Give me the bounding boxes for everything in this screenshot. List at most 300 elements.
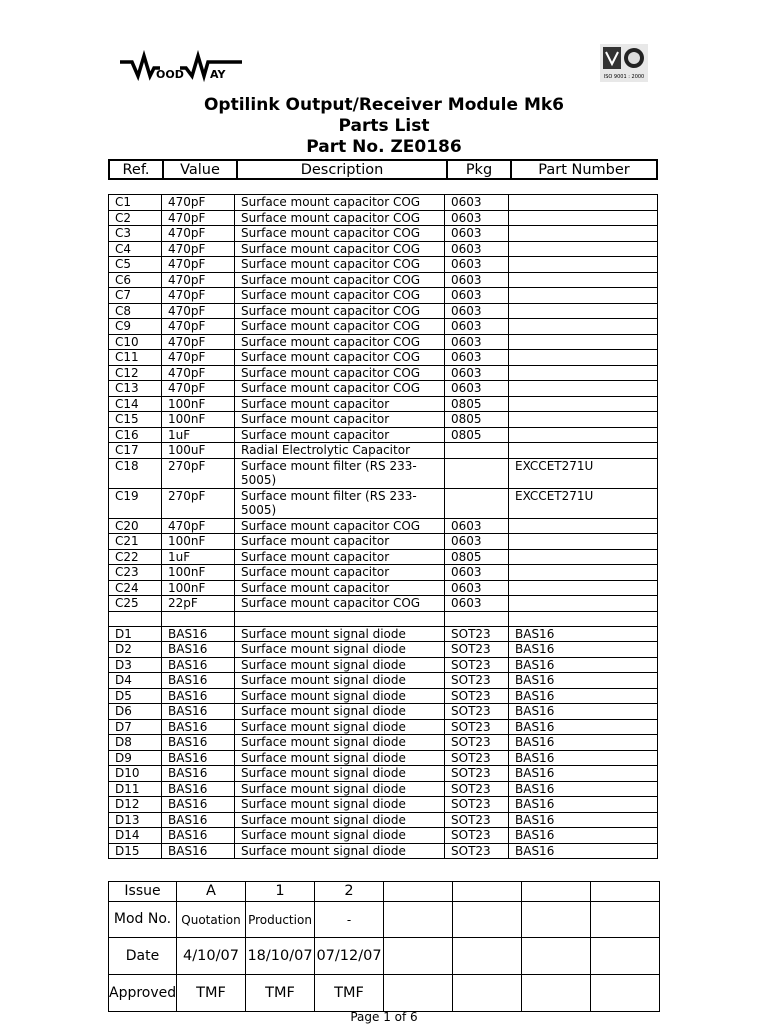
page-footer: Page 1 of 6 — [350, 1010, 418, 1024]
parts-row — [109, 611, 658, 626]
part-value: 470pF — [162, 195, 235, 211]
part-value: BAS16 — [162, 797, 235, 813]
part-ref: D12 — [109, 797, 162, 813]
empty-cell — [522, 975, 591, 1012]
part-description: Surface mount capacitor — [235, 565, 445, 581]
part-ref: C15 — [109, 412, 162, 428]
part-description: Surface mount capacitor COG — [235, 596, 445, 612]
part-value: BAS16 — [162, 828, 235, 844]
part-number — [509, 412, 658, 428]
date-cell: 4/10/07 — [177, 938, 246, 975]
part-pkg: SOT23 — [445, 657, 509, 673]
approved-cell: TMF — [246, 975, 315, 1012]
part-ref: C14 — [109, 396, 162, 412]
part-number: BAS16 — [509, 704, 658, 720]
part-description: Surface mount capacitor COG — [235, 210, 445, 226]
part-number — [509, 350, 658, 366]
part-ref: D8 — [109, 735, 162, 751]
parts-row — [109, 458, 658, 488]
part-pkg: 0805 — [445, 412, 509, 428]
parts-row — [109, 272, 658, 288]
part-pkg — [445, 443, 509, 459]
part-number — [509, 443, 658, 459]
part-description: Surface mount signal diode — [235, 828, 445, 844]
part-pkg: 0603 — [445, 241, 509, 257]
part-pkg: SOT23 — [445, 642, 509, 658]
parts-row — [109, 766, 658, 782]
part-description: Surface mount signal diode — [235, 642, 445, 658]
part-number — [509, 549, 658, 565]
svg-text:AY: AY — [210, 68, 226, 81]
part-description: Surface mount capacitor — [235, 427, 445, 443]
parts-row — [109, 288, 658, 304]
part-description: Surface mount signal diode — [235, 750, 445, 766]
part-ref: D2 — [109, 642, 162, 658]
parts-row — [109, 565, 658, 581]
part-ref: C4 — [109, 241, 162, 257]
part-pkg: SOT23 — [445, 766, 509, 782]
part-description — [235, 611, 445, 626]
part-pkg: SOT23 — [445, 673, 509, 689]
part-number — [509, 365, 658, 381]
part-ref: D4 — [109, 673, 162, 689]
parts-row — [109, 303, 658, 319]
part-ref: D9 — [109, 750, 162, 766]
part-number — [509, 272, 658, 288]
part-number: EXCCET271U — [509, 458, 658, 488]
part-number: BAS16 — [509, 626, 658, 642]
part-number: BAS16 — [509, 657, 658, 673]
part-ref: C20 — [109, 518, 162, 534]
parts-row — [109, 642, 658, 658]
part-ref: D5 — [109, 688, 162, 704]
part-description: Surface mount filter (RS 233-5005) — [235, 488, 445, 518]
part-description: Surface mount capacitor — [235, 396, 445, 412]
part-description: Surface mount capacitor COG — [235, 257, 445, 273]
parts-row — [109, 828, 658, 844]
part-number — [509, 518, 658, 534]
col-header-value: Value — [163, 160, 237, 179]
part-value: BAS16 — [162, 642, 235, 658]
part-description: Surface mount signal diode — [235, 812, 445, 828]
part-pkg: 0603 — [445, 303, 509, 319]
woodway-logo — [118, 48, 244, 88]
date-cell: 07/12/07 — [315, 938, 384, 975]
empty-cell — [453, 975, 522, 1012]
part-description: Surface mount filter (RS 233-5005) — [235, 458, 445, 488]
part-value: 100nF — [162, 534, 235, 550]
part-description: Surface mount capacitor COG — [235, 365, 445, 381]
issue-history-table — [108, 881, 660, 1012]
part-value: 22pF — [162, 596, 235, 612]
part-description: Surface mount capacitor COG — [235, 319, 445, 335]
part-description: Surface mount signal diode — [235, 797, 445, 813]
mod-row — [109, 902, 660, 938]
part-number — [509, 396, 658, 412]
part-value: 470pF — [162, 350, 235, 366]
part-description: Surface mount capacitor COG — [235, 303, 445, 319]
part-description: Surface mount capacitor COG — [235, 381, 445, 397]
mod-label: Mod No. — [109, 902, 177, 938]
issue-cell: 1 — [246, 882, 315, 902]
part-ref: C9 — [109, 319, 162, 335]
part-number — [509, 534, 658, 550]
parts-row — [109, 673, 658, 689]
iso-badge-text: ISO 9001 : 2000 — [603, 74, 645, 80]
part-value: BAS16 — [162, 688, 235, 704]
part-ref: C16 — [109, 427, 162, 443]
part-number: BAS16 — [509, 812, 658, 828]
part-ref: C13 — [109, 381, 162, 397]
part-pkg: SOT23 — [445, 843, 509, 859]
part-number — [509, 288, 658, 304]
part-value: BAS16 — [162, 750, 235, 766]
part-pkg: 0805 — [445, 427, 509, 443]
part-value: 470pF — [162, 319, 235, 335]
part-ref: D7 — [109, 719, 162, 735]
parts-row — [109, 549, 658, 565]
parts-row — [109, 688, 658, 704]
part-number — [509, 381, 658, 397]
approved-label: Approved — [109, 975, 177, 1012]
part-value: BAS16 — [162, 719, 235, 735]
part-description: Surface mount capacitor COG — [235, 288, 445, 304]
part-pkg: 0805 — [445, 396, 509, 412]
approved-cell: TMF — [177, 975, 246, 1012]
part-number: BAS16 — [509, 843, 658, 859]
part-pkg: 0603 — [445, 334, 509, 350]
col-header-description: Description — [237, 160, 447, 179]
part-value: 470pF — [162, 334, 235, 350]
part-number: EXCCET271U — [509, 488, 658, 518]
part-pkg: 0603 — [445, 288, 509, 304]
part-ref: C17 — [109, 443, 162, 459]
parts-row — [109, 626, 658, 642]
col-header-part-number: Part Number — [511, 160, 657, 179]
parts-row — [109, 396, 658, 412]
part-number: BAS16 — [509, 673, 658, 689]
empty-cell — [453, 882, 522, 902]
part-description: Surface mount capacitor — [235, 580, 445, 596]
part-pkg: SOT23 — [445, 719, 509, 735]
column-header-table — [108, 159, 658, 180]
part-value: BAS16 — [162, 735, 235, 751]
empty-cell — [453, 902, 522, 938]
part-description: Surface mount signal diode — [235, 735, 445, 751]
parts-row — [109, 488, 658, 518]
part-value: BAS16 — [162, 781, 235, 797]
part-value: 470pF — [162, 210, 235, 226]
part-pkg: 0603 — [445, 226, 509, 242]
mod-cell: Production — [246, 902, 315, 938]
part-number — [509, 427, 658, 443]
part-ref — [109, 611, 162, 626]
part-ref: C8 — [109, 303, 162, 319]
part-value: 100nF — [162, 580, 235, 596]
parts-row — [109, 412, 658, 428]
parts-row — [109, 427, 658, 443]
part-ref: C22 — [109, 549, 162, 565]
part-description: Surface mount signal diode — [235, 657, 445, 673]
part-pkg: SOT23 — [445, 688, 509, 704]
part-value: BAS16 — [162, 657, 235, 673]
part-ref: C21 — [109, 534, 162, 550]
part-pkg: SOT23 — [445, 781, 509, 797]
part-number — [509, 210, 658, 226]
empty-cell — [522, 902, 591, 938]
empty-cell — [591, 938, 660, 975]
part-number — [509, 303, 658, 319]
title-line-2: Parts List — [338, 116, 430, 136]
part-ref: C11 — [109, 350, 162, 366]
part-description: Surface mount signal diode — [235, 626, 445, 642]
empty-cell — [384, 975, 453, 1012]
part-value: 100nF — [162, 396, 235, 412]
part-value: BAS16 — [162, 843, 235, 859]
parts-row — [109, 443, 658, 459]
part-number: BAS16 — [509, 642, 658, 658]
part-ref: C7 — [109, 288, 162, 304]
part-pkg: 0603 — [445, 272, 509, 288]
date-label: Date — [109, 938, 177, 975]
part-value: 470pF — [162, 381, 235, 397]
parts-row — [109, 319, 658, 335]
part-description: Surface mount capacitor — [235, 534, 445, 550]
part-pkg: SOT23 — [445, 812, 509, 828]
empty-cell — [522, 882, 591, 902]
part-value: 470pF — [162, 288, 235, 304]
part-description: Surface mount signal diode — [235, 704, 445, 720]
part-value: 270pF — [162, 458, 235, 488]
parts-row — [109, 381, 658, 397]
part-pkg: SOT23 — [445, 828, 509, 844]
parts-row — [109, 257, 658, 273]
part-number: BAS16 — [509, 797, 658, 813]
empty-cell — [522, 938, 591, 975]
part-value: 470pF — [162, 518, 235, 534]
part-pkg — [445, 458, 509, 488]
part-description: Surface mount capacitor COG — [235, 334, 445, 350]
parts-row — [109, 657, 658, 673]
title-line-3: Part No. ZE0186 — [306, 137, 462, 157]
part-ref: C18 — [109, 458, 162, 488]
part-ref: C24 — [109, 580, 162, 596]
mod-cell: Quotation — [177, 902, 246, 938]
empty-cell — [591, 975, 660, 1012]
part-description: Surface mount capacitor COG — [235, 226, 445, 242]
part-pkg: SOT23 — [445, 797, 509, 813]
part-pkg — [445, 488, 509, 518]
part-ref: D13 — [109, 812, 162, 828]
parts-table — [108, 194, 658, 859]
part-description: Radial Electrolytic Capacitor — [235, 443, 445, 459]
col-header-ref: Ref. — [109, 160, 163, 179]
parts-row — [109, 241, 658, 257]
part-description: Surface mount signal diode — [235, 688, 445, 704]
part-description: Surface mount capacitor — [235, 412, 445, 428]
part-pkg: 0603 — [445, 580, 509, 596]
part-value: 470pF — [162, 226, 235, 242]
parts-row — [109, 704, 658, 720]
part-ref: D6 — [109, 704, 162, 720]
part-value: BAS16 — [162, 626, 235, 642]
part-description: Surface mount capacitor COG — [235, 195, 445, 211]
part-ref: C12 — [109, 365, 162, 381]
col-header-pkg: Pkg — [447, 160, 511, 179]
part-pkg: SOT23 — [445, 735, 509, 751]
parts-row — [109, 365, 658, 381]
part-pkg: 0603 — [445, 319, 509, 335]
part-ref: C2 — [109, 210, 162, 226]
title-line-1: Optilink Output/Receiver Module Mk6 — [203, 95, 564, 115]
part-number — [509, 611, 658, 626]
empty-cell — [384, 938, 453, 975]
part-pkg: 0603 — [445, 257, 509, 273]
part-ref: D3 — [109, 657, 162, 673]
part-number — [509, 565, 658, 581]
iso-certification-badge — [600, 44, 648, 82]
approved-cell: TMF — [315, 975, 384, 1012]
empty-cell — [384, 882, 453, 902]
part-ref: D1 — [109, 626, 162, 642]
part-value: 1uF — [162, 549, 235, 565]
parts-row — [109, 518, 658, 534]
part-pkg: 0603 — [445, 534, 509, 550]
part-number — [509, 319, 658, 335]
part-number: BAS16 — [509, 750, 658, 766]
part-number — [509, 257, 658, 273]
part-value: 470pF — [162, 241, 235, 257]
part-pkg: SOT23 — [445, 626, 509, 642]
part-value — [162, 611, 235, 626]
part-value: 470pF — [162, 303, 235, 319]
empty-cell — [384, 902, 453, 938]
part-description: Surface mount signal diode — [235, 673, 445, 689]
issue-cell: 2 — [315, 882, 384, 902]
part-value: BAS16 — [162, 704, 235, 720]
part-number — [509, 195, 658, 211]
part-ref: D11 — [109, 781, 162, 797]
part-pkg: 0603 — [445, 210, 509, 226]
part-description: Surface mount signal diode — [235, 766, 445, 782]
part-value: 1uF — [162, 427, 235, 443]
part-pkg: 0603 — [445, 518, 509, 534]
parts-row — [109, 797, 658, 813]
part-pkg: 0603 — [445, 195, 509, 211]
part-value: 100nF — [162, 412, 235, 428]
part-pkg: SOT23 — [445, 704, 509, 720]
part-number: BAS16 — [509, 828, 658, 844]
part-description: Surface mount capacitor COG — [235, 518, 445, 534]
part-value: 100uF — [162, 443, 235, 459]
part-pkg: 0603 — [445, 350, 509, 366]
empty-cell — [453, 938, 522, 975]
part-description: Surface mount capacitor COG — [235, 241, 445, 257]
date-cell: 18/10/07 — [246, 938, 315, 975]
part-description: Surface mount capacitor COG — [235, 272, 445, 288]
empty-cell — [591, 902, 660, 938]
parts-row — [109, 350, 658, 366]
part-pkg: 0805 — [445, 549, 509, 565]
parts-row — [109, 195, 658, 211]
part-number — [509, 580, 658, 596]
part-value: BAS16 — [162, 673, 235, 689]
part-value: 470pF — [162, 365, 235, 381]
part-value: 470pF — [162, 257, 235, 273]
parts-row — [109, 534, 658, 550]
part-value: BAS16 — [162, 812, 235, 828]
parts-row — [109, 735, 658, 751]
part-pkg: 0603 — [445, 596, 509, 612]
part-number: BAS16 — [509, 688, 658, 704]
part-number: BAS16 — [509, 781, 658, 797]
part-description: Surface mount signal diode — [235, 781, 445, 797]
part-ref: C6 — [109, 272, 162, 288]
mod-cell: - — [315, 902, 384, 938]
part-number — [509, 241, 658, 257]
part-ref: C5 — [109, 257, 162, 273]
part-number: BAS16 — [509, 735, 658, 751]
parts-row — [109, 843, 658, 859]
part-value: 270pF — [162, 488, 235, 518]
part-pkg — [445, 611, 509, 626]
date-row — [109, 938, 660, 975]
part-number: BAS16 — [509, 766, 658, 782]
part-value: 100nF — [162, 565, 235, 581]
part-description: Surface mount signal diode — [235, 719, 445, 735]
parts-row — [109, 580, 658, 596]
part-ref: C10 — [109, 334, 162, 350]
part-ref: C1 — [109, 195, 162, 211]
part-number — [509, 226, 658, 242]
issue-row — [109, 882, 660, 902]
part-ref: D15 — [109, 843, 162, 859]
parts-row — [109, 719, 658, 735]
part-ref: C19 — [109, 488, 162, 518]
part-value: BAS16 — [162, 766, 235, 782]
part-pkg: SOT23 — [445, 750, 509, 766]
part-description: Surface mount capacitor COG — [235, 350, 445, 366]
part-ref: D14 — [109, 828, 162, 844]
parts-row — [109, 812, 658, 828]
approved-row — [109, 975, 660, 1012]
svg-text:OOD: OOD — [156, 68, 184, 81]
part-description: Surface mount capacitor — [235, 549, 445, 565]
parts-row — [109, 210, 658, 226]
part-ref: D10 — [109, 766, 162, 782]
parts-row — [109, 596, 658, 612]
part-description: Surface mount signal diode — [235, 843, 445, 859]
part-ref: C25 — [109, 596, 162, 612]
part-number: BAS16 — [509, 719, 658, 735]
part-number — [509, 596, 658, 612]
part-pkg: 0603 — [445, 365, 509, 381]
issue-label: Issue — [109, 882, 177, 902]
part-number — [509, 334, 658, 350]
part-ref: C23 — [109, 565, 162, 581]
parts-row — [109, 750, 658, 766]
document-title — [0, 95, 768, 158]
part-value: 470pF — [162, 272, 235, 288]
part-pkg: 0603 — [445, 565, 509, 581]
issue-cell: A — [177, 882, 246, 902]
parts-row — [109, 781, 658, 797]
part-ref: C3 — [109, 226, 162, 242]
parts-row — [109, 226, 658, 242]
part-pkg: 0603 — [445, 381, 509, 397]
parts-row — [109, 334, 658, 350]
empty-cell — [591, 882, 660, 902]
